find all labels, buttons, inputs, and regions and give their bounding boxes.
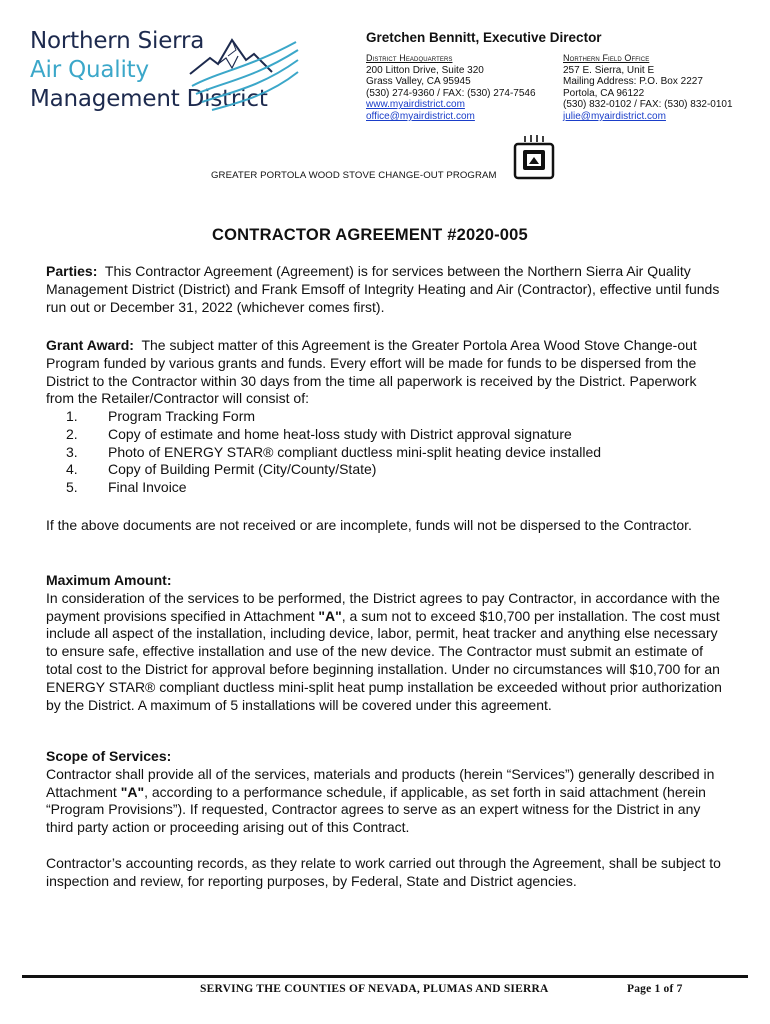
grant-text: The subject matter of this Agreement is the Greater Portola Area Wood Stove Change-out Program funded by various grants and funds. Every effort will be made for funds to be dispersed from the District to the Contractor within 30 days from the time all paperwork is received by the District. Paperwork from the Retailer/Contractor will consist of: — [46, 337, 697, 407]
executive-director: Gretchen Bennitt, Executive Director — [366, 30, 602, 45]
hq-website-link[interactable]: www.myairdistrict.com — [366, 99, 465, 111]
agreement-title: CONTRACTOR AGREEMENT #2020-005 — [212, 226, 528, 244]
footer-rule — [22, 975, 748, 978]
incomplete-paragraph: If the above documents are not received or are incomplete, funds will not be dispersed to the Contractor. — [46, 517, 692, 533]
fo-mailing: Mailing Address: P.O. Box 2227 — [563, 76, 703, 88]
hq-address-1: 200 Litton Drive, Suite 320 — [366, 64, 484, 76]
mountain-logo-icon — [188, 28, 300, 112]
district-hq-block — [366, 53, 536, 123]
hq-email-link[interactable]: office@myairdistrict.com — [366, 110, 475, 122]
list-item: 1. Program Tracking Form — [66, 408, 256, 424]
footer-serving: SERVING THE COUNTIES OF NEVADA, PLUMAS AND SIERRA — [200, 983, 549, 995]
maximum-amount-section: Maximum Amount: In consideration of the services to be performed, the District agrees to pay Contractor, in accordance with the payment provisions specified in Attachment "A", a sum not to exceed $10,700 per installation. The cost must include all aspect of the installation, including device, labor, permit, heat tracker and anything else necessary to ensure safe, effective installation and use of the new device. The Contractor must submit an estimate of total cost to the District for approval before beginning installation. Under no circumstances will $10,700 for an ENERGY STAR® compliant ductless mini-split heat pump installation be exceeded without prior authorization by the District. A maximum of 5 installations will be covered under this agreement. — [46, 572, 726, 714]
paperwork-list — [66, 408, 601, 497]
wood-stove-icon — [513, 134, 555, 180]
fo-city: Portola, CA 96122 — [563, 87, 645, 99]
page-number: Page 1 of 7 — [627, 983, 683, 995]
list-item: 2. Copy of estimate and home heat-loss study with District approval signature — [66, 425, 572, 442]
field-office-block — [563, 53, 733, 123]
parties-label: Parties: — [46, 263, 98, 279]
grant-label: Grant Award: — [46, 337, 134, 353]
field-office-heading: Northern Field Office — [563, 53, 650, 63]
parties-paragraph — [46, 263, 726, 316]
grant-paragraph — [46, 337, 726, 408]
district-hq-heading: District Headquarters — [366, 53, 453, 63]
fo-phone: (530) 832-0102 / FAX: (530) 832-0101 — [563, 99, 733, 111]
list-item: 4. Copy of Building Permit (City/County/State) — [66, 461, 377, 478]
hq-address-2: Grass Valley, CA 95945 — [366, 76, 471, 88]
maximum-amount-heading: Maximum Amount: — [46, 572, 172, 588]
fo-email-link[interactable]: julie@myairdistrict.com — [563, 110, 666, 122]
logo-line-3: Management District — [30, 86, 268, 112]
accounting-paragraph: Contractor’s accounting records, as they relate to work carried out through the Agreement, shall be subject to inspection and review, for reporting purposes, by Federal, State and District agencies. — [46, 855, 721, 889]
scope-section: Scope of Services: Contractor shall provide all of the services, materials and products (herein “Services”) generally described in Attachment "A", according to a performance schedule, if applicable, as set forth in said attachment (herein “Program Provisions”). If requested, Contractor agrees to serve as an expert witness for the District in any third party action or proceeding arising out of this Contract. — [46, 748, 726, 837]
fo-address-1: 257 E. Sierra, Unit E — [563, 64, 655, 76]
list-item: 5. Final Invoice — [66, 479, 187, 496]
logo-line-2: Air Quality — [30, 57, 149, 83]
logo-line-1: Northern Sierra — [30, 28, 205, 54]
program-name: GREATER PORTOLA WOOD STOVE CHANGE-OUT PROGRAM — [211, 170, 497, 181]
hq-phone: (530) 274-9360 / FAX: (530) 274-7546 — [366, 87, 536, 99]
parties-text: This Contractor Agreement (Agreement) is for services between the Northern Sierra Air Quality Management District (District) and Frank Emsoff of Integrity Heating and Air (Contractor), effective until funds run out or December 31, 2022 (whichever comes first). — [46, 263, 720, 315]
scope-heading: Scope of Services: — [46, 748, 172, 764]
list-item: 3. Photo of ENERGY STAR® compliant ductless mini-split heating device installed — [66, 443, 602, 460]
